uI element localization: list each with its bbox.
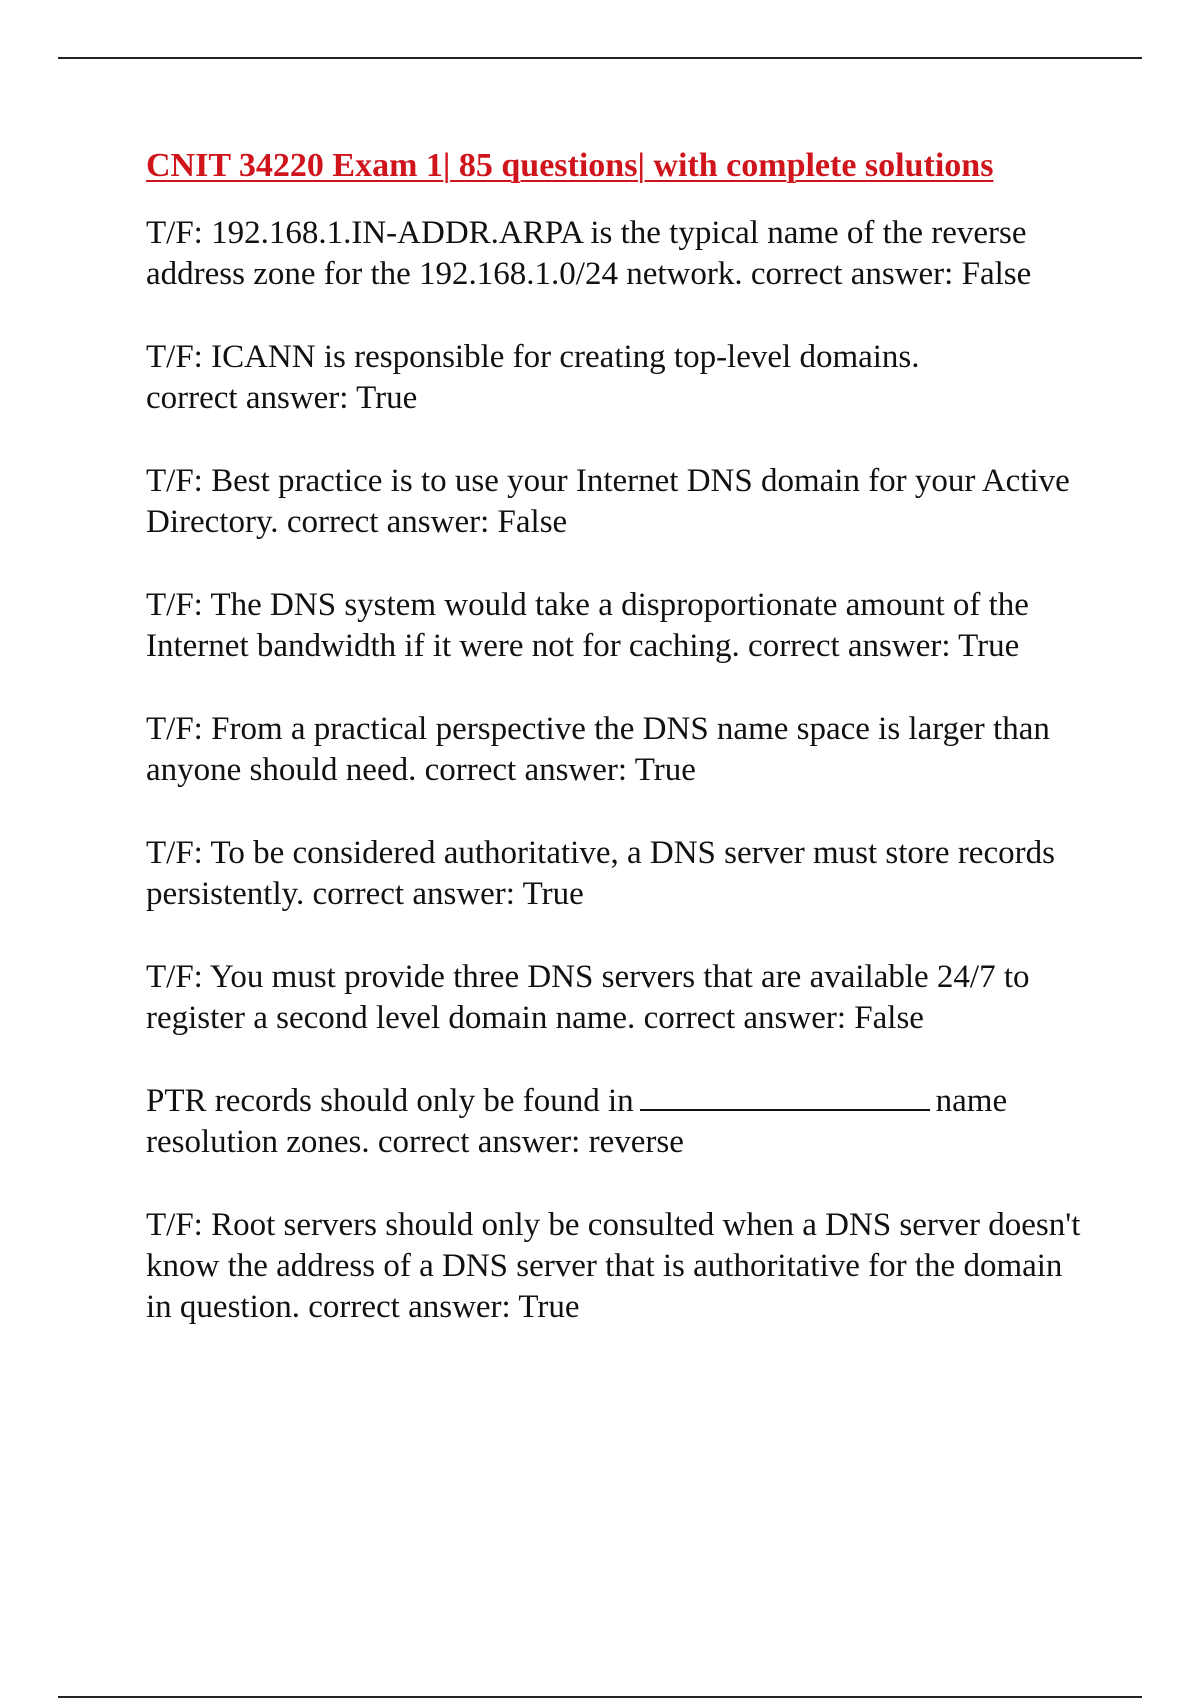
document-title: CNIT 34220 Exam 1| 85 questions| with complete solutions (146, 147, 994, 184)
qa-item-5 (146, 709, 1096, 791)
question-text: T/F: Best practice is to use your Internet DNS domain for your Active Directory. (146, 463, 1070, 540)
question-text: T/F: To be considered authoritative, a DNS server must store records persistently. (146, 835, 1055, 912)
answer-value: False (961, 256, 1032, 292)
qa-item-4 (146, 585, 1096, 667)
answer-label: correct answer: (146, 380, 349, 416)
question-text: T/F: ICANN is responsible for creating top-level domains. (146, 339, 920, 375)
page-top-rule (58, 57, 1142, 59)
question-text: T/F: Root servers should only be consulted when a DNS server doesn't know the address of a DNS server that is authoritative for the domain in question. (146, 1207, 1081, 1325)
answer-label: correct answer: (377, 1124, 581, 1160)
question-text-after-blank: name resolution zones. (146, 1083, 1008, 1160)
question-text: T/F: You must provide three DNS servers that are available 24/7 to register a second level domain name. (146, 959, 1030, 1036)
qa-list (146, 213, 1096, 1328)
qa-item-6 (146, 833, 1096, 915)
answer-label: correct answer: (312, 876, 515, 912)
page-bottom-rule (58, 1696, 1142, 1698)
question-text: T/F: From a practical perspective the DNS name space is larger than anyone should need. (146, 711, 1050, 788)
answer-label: correct answer: (308, 1289, 511, 1325)
answer-label: correct answer: (748, 628, 951, 664)
answer-value: True (958, 628, 1020, 664)
answer-value: True (522, 876, 584, 912)
question-text: T/F: The DNS system would take a disproportionate amount of the Internet bandwidth if it were not for caching. (146, 587, 1029, 664)
qa-item-7 (146, 957, 1096, 1039)
answer-label: correct answer: (750, 256, 954, 292)
document-body (146, 145, 1096, 1370)
answer-value: True (634, 752, 696, 788)
answer-label: correct answer: (424, 752, 628, 788)
answer-label: correct answer: (286, 504, 490, 540)
qa-item-2 (146, 337, 1096, 419)
answer-value: False (497, 504, 568, 540)
question-text: T/F: 192.168.1.IN-ADDR.ARPA is the typical name of the reverse address zone for the 192.168.1.0/24 network. (146, 215, 1027, 292)
qa-item-9 (146, 1205, 1096, 1328)
qa-item-3 (146, 461, 1096, 543)
fill-in-blank-line (640, 1108, 930, 1111)
answer-label: correct answer: (643, 1000, 847, 1036)
answer-value: True (518, 1289, 580, 1325)
qa-item-1 (146, 213, 1096, 295)
question-text-before-blank: PTR records should only be found in (146, 1083, 634, 1119)
answer-value: False (854, 1000, 924, 1036)
qa-item-8 (146, 1081, 1096, 1163)
answer-value: True (356, 380, 418, 416)
answer-value: reverse (588, 1124, 684, 1160)
